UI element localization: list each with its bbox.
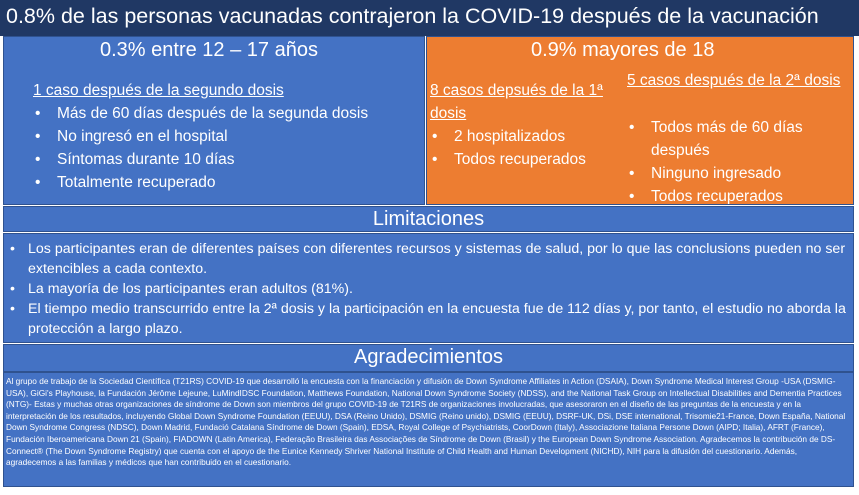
list-item: • El tiempo medio transcurrido entre la 2ª dosis y la participación en la encuesta fue de 112 días y, por tanto, el estudio no aborda la protección a largo plazo. xyxy=(8,299,848,339)
list-item: • 2 hospitalizados xyxy=(430,125,620,148)
acknowledgements-heading: Agradecimientos xyxy=(354,346,503,368)
adults-second-dose-subheading: 5 casos después de la 2ª dosis xyxy=(627,72,841,89)
adults-second-dose-bullets xyxy=(627,116,852,205)
adolescents-subheading: 1 caso después de la segundo dosis xyxy=(33,82,284,99)
adults-heading: 0.9% mayores de 18 xyxy=(531,39,715,61)
adults-panel xyxy=(426,36,854,205)
list-item: • Todos recuperados xyxy=(627,185,852,205)
list-item: • Ninguno ingresado xyxy=(627,162,852,185)
acknowledgements-body xyxy=(3,372,854,487)
slide-title: 0.8% de las personas vacunadas contrajeron la COVID-19 después de la vacunación xyxy=(6,4,819,28)
list-item: • La mayoría de los participantes eran adultos (81%). xyxy=(8,279,848,299)
adolescents-bullet-list xyxy=(33,102,423,194)
list-item: • Más de 60 días después de la segunda dosis xyxy=(33,102,423,125)
acknowledgements-header xyxy=(3,344,854,372)
limitations-header xyxy=(3,206,854,232)
adults-first-dose-bullets xyxy=(430,125,620,171)
title-bar xyxy=(0,0,859,36)
list-item: • Todos recuperados xyxy=(430,148,620,171)
adolescents-heading: 0.3% entre 12 – 17 años xyxy=(100,39,318,61)
list-item: • Los participantes eran de diferentes países con diferentes recursos y sistemas de salud, por lo que las conclusions pueden no ser extencibles a cada contexto. xyxy=(8,239,848,279)
list-item: • Totalmente recuperado xyxy=(33,171,423,194)
list-item: • No ingresó en el hospital xyxy=(33,125,423,148)
list-item: • Todos más de 60 días después xyxy=(627,116,852,162)
list-item: • Síntomas durante 10 días xyxy=(33,148,423,171)
limitations-body xyxy=(3,233,854,343)
acknowledgements-text: Al grupo de trabajo de la Sociedad Científica (T21RS) COVID-19 que desarrolló la encuesta con la financiación y difusión de Down Syndrome Affiliates in Action (DSAIA), Down Syndrome Medical Interest Group -USA (DSMIG-USA), GiGi's Playhouse, la Fundación Jérôme Lejeune, LuMindIDSC Foundation, Matthews Foundation, National Down Syndrome Society (NDSS), and the National Task Group on Intellectual Disabilities and Dementia Practices (NTG)- Estas y muchas otras organizaciones de síndrome de Down son miembros del grupo COVID-19 de T21RS de organizaciones involucradas, que asesoraron en el diseño de las preguntas de la encuesta y en la interpretación de los resultados, incluyendo Global Down Syndrome Foundation (EEUU), DSA (Reino Unido), DSMIG (Reino unido), DSMIG (EEUU), DSRF-UK, DSi, DSE international, Trisomie21-France, Down España, National Down Syndrome Congress (NDSC), Down Madrid, Fundació Catalana Síndrome de Down (Spain), EDSA, Royal College of Psychiatrists, CoorDown (Italy), Associazione Italiana Persone Down (AIPD; Italia), AFRT (France), Fundación Iberoamericana Down 21 (Spain), FIADOWN (Latin America), Federação Brasileira das Associações de Síndrome de Down (Brasil) y the European Down Syndrome Association. Agradecemos la contribución de DS-Connect® (The Down Syndrome Registry) que cuenta con el apoyo de the Eunice Kennedy Shriver National Institute of Child Health and Human Development (NICHD), NIH para la difusión del cuestionario. Además, agradecemos a las familias y médicos que han contribuido en el cuestionario. xyxy=(6,376,846,468)
adults-first-dose-subheading: 8 casos depsués de la 1ª dosis xyxy=(430,82,603,122)
limitations-heading: Limitaciones xyxy=(372,208,485,230)
adolescents-panel xyxy=(3,36,425,205)
limitations-bullet-list xyxy=(8,239,848,339)
